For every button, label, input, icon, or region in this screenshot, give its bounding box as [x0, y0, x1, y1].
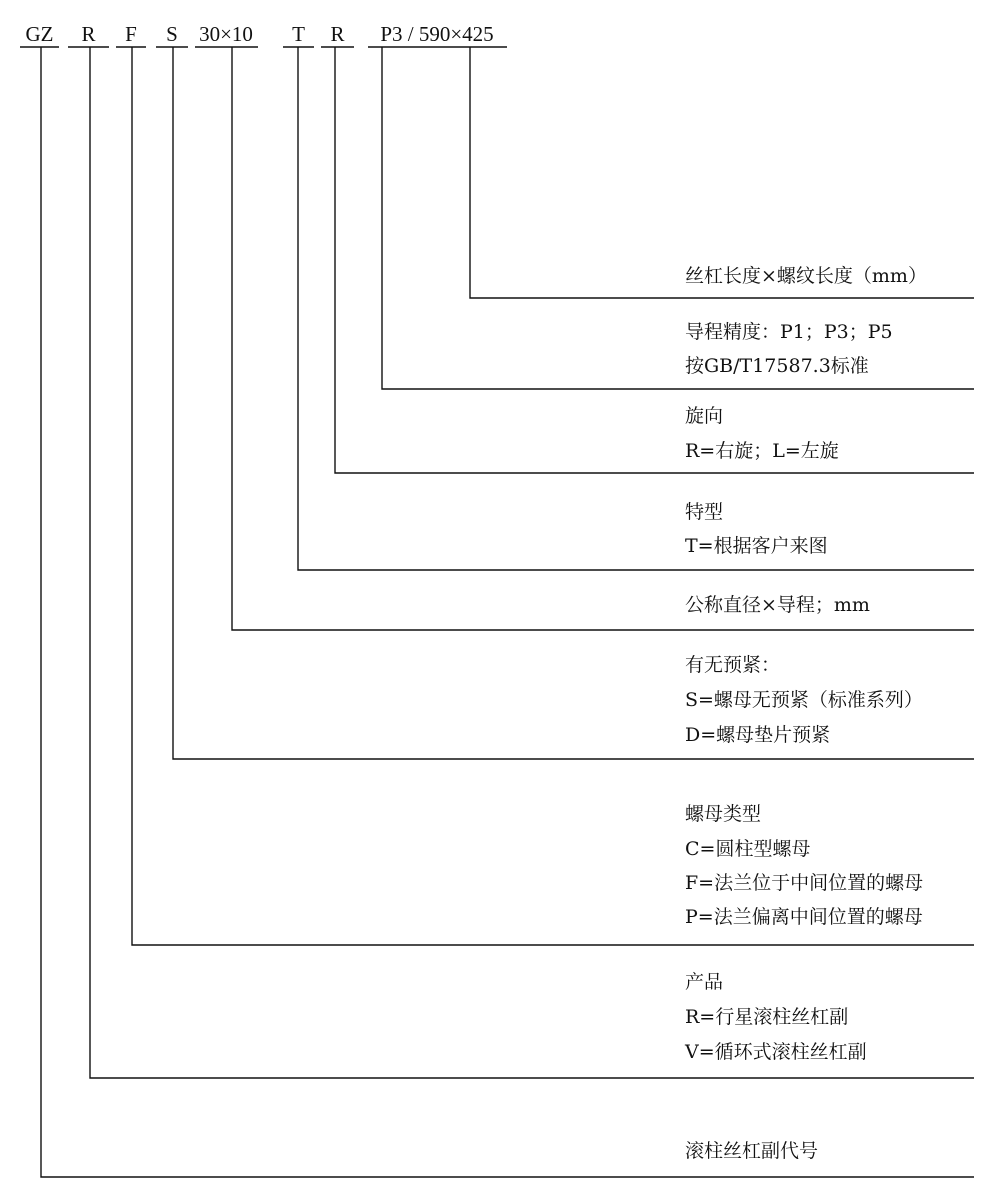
desc-preload-line-2: S=螺母无预紧（标准系列） [685, 689, 923, 711]
seg-gz-text: GZ [25, 22, 54, 46]
connector-rotation [335, 47, 974, 473]
seg-r2-text: R [330, 22, 345, 46]
seg-size-text: 30×10 [199, 22, 253, 46]
connector-length [470, 47, 974, 298]
descriptions [684, 265, 927, 1162]
desc-rotation-line-1: 旋向 [685, 405, 724, 427]
desc-special-line-2: T=根据客户来图 [685, 535, 828, 557]
desc-preload-line-1: 有无预紧： [685, 654, 781, 676]
desc-rotation-line-2: R=右旋；L=左旋 [685, 440, 839, 462]
desc-product-line-1: 产品 [685, 971, 724, 993]
code-row [20, 22, 507, 47]
connector-nut-type [132, 47, 974, 945]
connector-preload [173, 47, 974, 759]
desc-lead-accuracy-line-2: 按GB/T17587.3标准 [685, 355, 869, 377]
desc-nut-type-line-3: F=法兰位于中间位置的螺母 [685, 872, 924, 894]
desc-diameter-lead-line-1: 公称直径×导程；mm [685, 594, 870, 616]
desc-special-line-1: 特型 [685, 501, 724, 523]
connector-special [298, 47, 974, 570]
seg-p3-text: P3 / 590×425 [380, 22, 494, 46]
desc-preload-line-3: D=螺母垫片预紧 [685, 724, 831, 746]
desc-nut-type-line-2: C=圆柱型螺母 [685, 838, 811, 860]
desc-nut-type-line-4: P=法兰偏离中间位置的螺母 [685, 906, 923, 928]
seg-s-text: S [166, 22, 178, 46]
seg-t-text: T [292, 22, 305, 46]
desc-product-line-3: V=循环式滚柱丝杠副 [685, 1041, 867, 1063]
desc-length-line-1: 丝杠长度×螺纹长度（mm） [685, 265, 927, 287]
desc-lead-accuracy-line-1: 导程精度：P1；P3；P5 [685, 321, 893, 343]
seg-f-text: F [125, 22, 137, 46]
desc-product-line-2: R=行星滚柱丝杠副 [685, 1006, 849, 1028]
desc-code-line-1: 滚柱丝杠副代号 [685, 1140, 819, 1162]
seg-r1-text: R [81, 22, 96, 46]
desc-nut-type-line-1: 螺母类型 [685, 803, 762, 825]
